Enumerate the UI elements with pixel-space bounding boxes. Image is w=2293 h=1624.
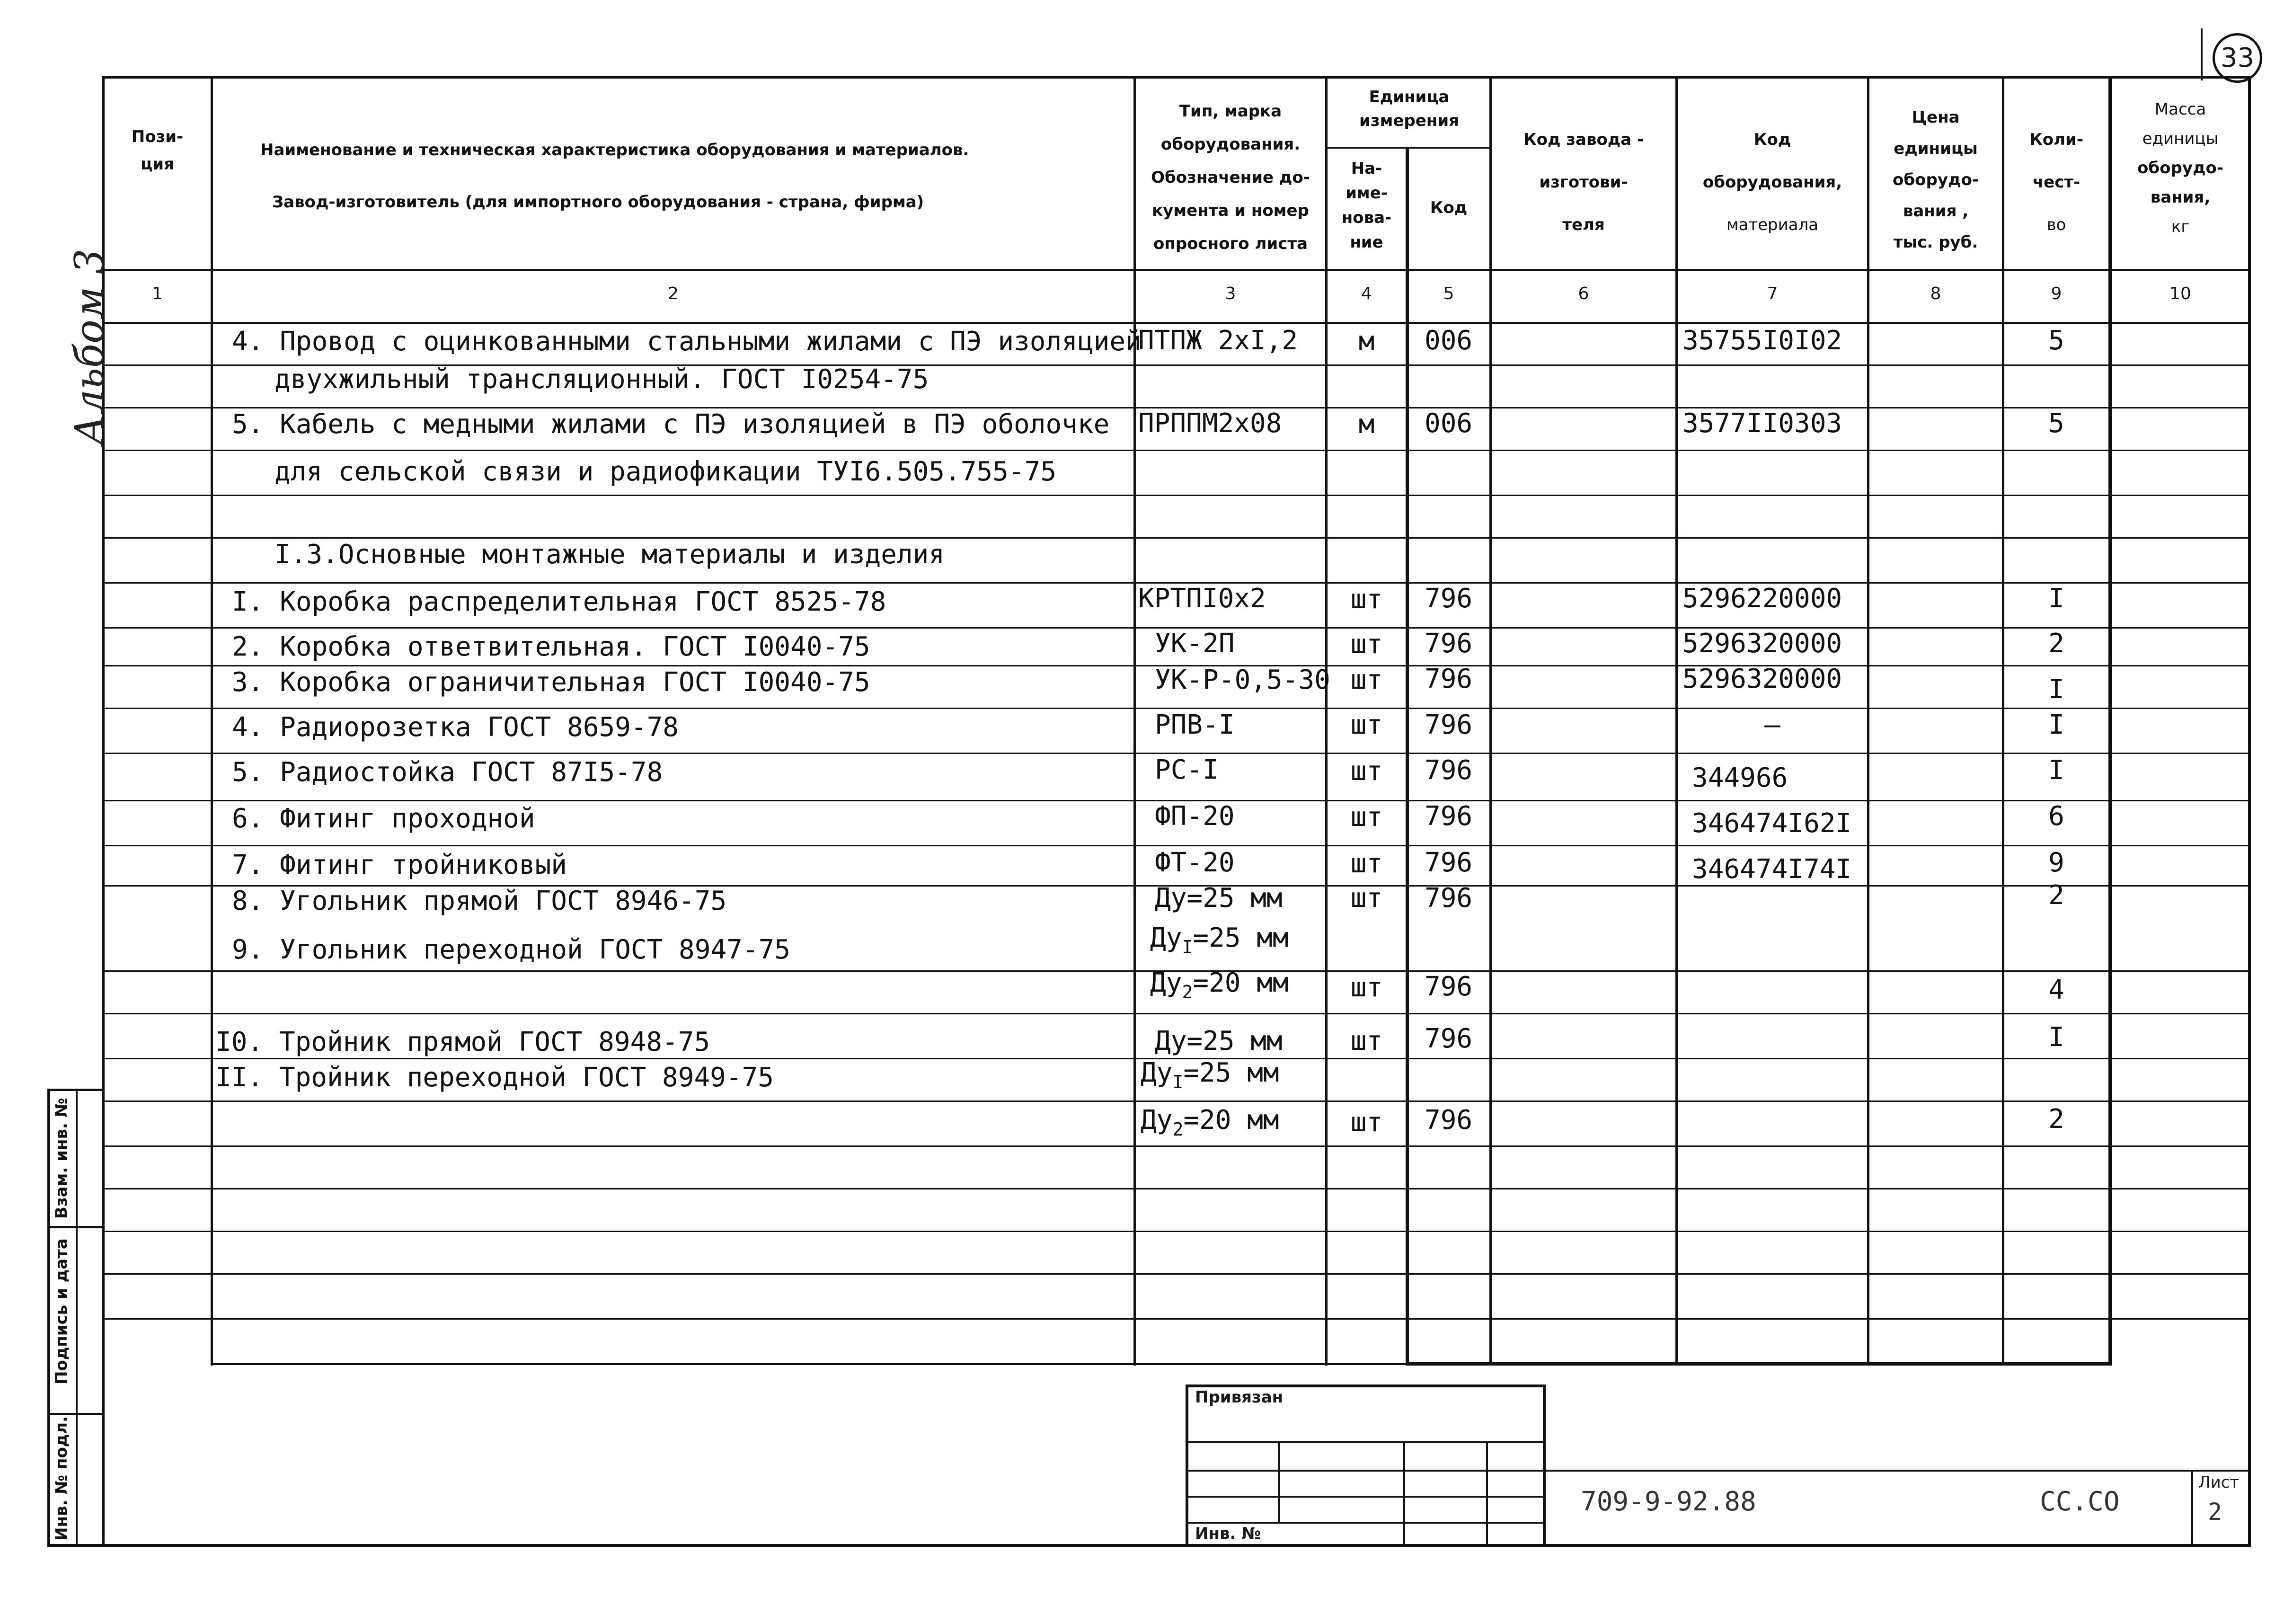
inv-no-label: Инв. № (1195, 1524, 1261, 1543)
header-factory-l2: изготови- (1539, 173, 1628, 192)
header-qty-l2: чест- (2032, 173, 2081, 192)
row-material-code: 344966 (1692, 763, 1788, 793)
row-name: 4. Радиорозетка ГОСТ 8659-78 (232, 712, 679, 743)
colnum-7: 7 (1767, 284, 1778, 303)
colnum-2: 2 (668, 284, 679, 303)
row-unit: шт (1350, 710, 1383, 740)
row-unit-code: 006 (1425, 408, 1473, 439)
header-equip-code-l2: оборудования, (1702, 173, 1842, 192)
row-qty: 5 (2048, 408, 2064, 439)
header-type-line2: оборудования. (1160, 135, 1301, 154)
header-unit-line1: Единица (1369, 88, 1450, 106)
header-price-l4: вания , (1903, 202, 1969, 221)
row-type: РПВ-I (1155, 710, 1235, 740)
row-qty: 2 (2048, 628, 2064, 659)
privyazan-label: Привязан (1195, 1388, 1284, 1407)
row-unit-code: 796 (1425, 628, 1473, 659)
row-qty: 6 (2048, 801, 2064, 832)
header-type-line1: Тип, марка (1179, 102, 1282, 121)
row-material-code: 35755I0I02 (1682, 325, 1842, 356)
row-name: 2. Коробка ответвительная. ГОСТ I0040-75 (232, 631, 870, 662)
header-equip-code-l3: материала (1726, 215, 1819, 234)
colnum-1: 1 (152, 284, 163, 303)
row-material-code: 3577II0303 (1682, 408, 1842, 439)
row-type: РС-I (1155, 754, 1219, 785)
header-equip-code-l1: Код (1753, 130, 1791, 149)
row-type: $Ду_I=25$ мм (1150, 923, 1289, 958)
row-name: 5. Кабель с медными жилами с ПЭ изоляцией в ПЭ оболочке (232, 409, 1110, 440)
row-unit: шт (1350, 972, 1383, 1003)
row-material-code: 346474I62I (1692, 808, 1852, 839)
row-type: УК-Р-0,5-30 (1155, 665, 1330, 695)
row-qty: 9 (2048, 847, 2064, 878)
side-stamp-inv-podl: Инв. № подл. (52, 1416, 71, 1541)
colnum-9: 9 (2051, 284, 2062, 303)
row-qty: I (2048, 755, 2064, 786)
colnum-10: 10 (2169, 284, 2191, 303)
row-unit: м (1358, 409, 1375, 440)
header-mass-l1: Масса (2154, 100, 2206, 119)
row-unit-code: 796 (1425, 1105, 1473, 1136)
row-unit: шт (1350, 584, 1383, 615)
colnum-6: 6 (1578, 284, 1589, 303)
header-name-line2: Завод-изготовитель (для импортного оборудования - страна, фирма) (272, 193, 924, 212)
document-code: 709-9-92.88 (1581, 1486, 1756, 1517)
header-position-line2: ция (141, 155, 174, 174)
header-type-line3: Обозначение до- (1151, 168, 1310, 187)
row-unit: шт (1350, 1026, 1383, 1056)
row-type: Ду=25 мм (1155, 1026, 1283, 1056)
row-unit-code: 796 (1425, 801, 1473, 832)
colnum-5: 5 (1443, 284, 1454, 303)
row-type: Ду=25 мм (1155, 883, 1283, 914)
header-qty-l3: во (2046, 215, 2066, 234)
row-material-code: 346474I74I (1692, 854, 1852, 885)
sheet-number-text: 33 (2220, 43, 2255, 73)
row-qty: 2 (2048, 880, 2064, 911)
header-price-l5: тыс. руб. (1893, 233, 1978, 252)
row-name: I0. Тройник прямой ГОСТ 8948-75 (215, 1027, 710, 1057)
row-type: ФП-20 (1155, 801, 1235, 832)
header-mass-l2: единицы (2142, 129, 2219, 148)
header-position-line1: Пози- (131, 127, 184, 146)
header-unit-name-l4: ние (1350, 233, 1383, 252)
row-qty: 5 (2048, 325, 2064, 356)
row-unit: шт (1350, 883, 1383, 914)
row-qty: I (2048, 674, 2064, 705)
row-material-code: – (1764, 710, 1780, 740)
row-qty: 4 (2048, 975, 2064, 1005)
header-unit-name-l3: нова- (1341, 208, 1392, 227)
row-type: ФТ-20 (1155, 847, 1235, 878)
header-unit-line2: измерения (1359, 111, 1459, 130)
header-type-line5: опросного листа (1153, 234, 1308, 253)
row-unit: шт (1350, 848, 1383, 879)
header-price-l1: Цена (1912, 108, 1960, 127)
row-name: 6. Фитинг проходной (232, 803, 535, 834)
row-qty: I (2048, 583, 2064, 614)
row-type: $Ду_2=20$ мм (1150, 967, 1289, 1003)
row-name: II. Тройник переходной ГОСТ 8949-75 (215, 1062, 774, 1093)
row-qty: I (2048, 1022, 2064, 1053)
header-price-l2: единицы (1894, 139, 1978, 158)
row-unit-code: 796 (1425, 847, 1473, 878)
header-mass-l3: оборудо- (2137, 159, 2223, 177)
row-material-code: 5296320000 (1682, 628, 1842, 659)
row-name: 9. Угольник переходной ГОСТ 8947-75 (232, 934, 791, 965)
row-unit: шт (1350, 665, 1383, 695)
row-unit-code: 796 (1425, 710, 1473, 740)
row-name: 7. Фитинг тройниковый (232, 850, 567, 880)
row-name: 4. Провод с оцинкованными стальными жилами с ПЭ изоляцией (232, 326, 1142, 357)
sheet-number-circle (2213, 33, 2262, 83)
row-unit-code: 006 (1425, 325, 1473, 356)
row-unit: шт (1350, 756, 1383, 787)
row-unit: м (1358, 326, 1375, 357)
row-qty: 2 (2048, 1104, 2064, 1135)
row-unit-code: 796 (1425, 664, 1473, 694)
header-unit-code: Код (1430, 198, 1468, 217)
row-qty: I (2048, 710, 2064, 740)
row-type: ПТПЖ 2хI,2 (1138, 325, 1298, 356)
row-type: $Ду_I=25$ мм (1141, 1057, 1279, 1092)
header-unit-name-l2: име- (1346, 184, 1388, 203)
album-label: Альбом 3 (66, 248, 113, 445)
row-unit: шт (1350, 629, 1383, 660)
row-material-code: 5296220000 (1682, 583, 1842, 614)
header-mass-l5: кг (2171, 217, 2190, 236)
row-type: ПРППМ2х08 (1138, 408, 1282, 439)
header-mass-l4: вания, (2150, 188, 2211, 207)
row-name: 5. Радиостойка ГОСТ 87I5-78 (232, 757, 663, 788)
row-unit: шт (1350, 802, 1383, 833)
row-name: двухжильный трансляционный. ГОСТ I0254-75 (274, 364, 929, 395)
row-type: УК-2П (1155, 628, 1235, 659)
header-unit-name-l1: На- (1351, 159, 1382, 178)
sheet-value: 2 (2208, 1498, 2222, 1526)
header-factory-l3: теля (1562, 215, 1605, 234)
header-qty-l1: Коли- (2029, 130, 2083, 149)
row-unit-code: 796 (1425, 883, 1473, 914)
row-unit-code: 796 (1425, 971, 1473, 1002)
side-stamp-vzam: Взам. инв. № (52, 1098, 71, 1219)
header-price-l3: оборудо- (1893, 170, 1979, 189)
row-material-code: 5296320000 (1682, 664, 1842, 694)
header-factory-l1: Код завода - (1523, 130, 1644, 149)
row-name: I. Коробка распределительная ГОСТ 8525-78 (232, 586, 886, 617)
colnum-8: 8 (1930, 284, 1941, 303)
row-name: 8. Угольник прямой ГОСТ 8946-75 (232, 886, 727, 916)
section-heading: I.3.Основные монтажные материалы и изделия (274, 539, 945, 570)
document-mark: СС.СО (2040, 1486, 2120, 1517)
row-unit: шт (1350, 1107, 1383, 1138)
row-type: $Ду_2=20$ мм (1141, 1105, 1279, 1140)
row-name: для сельской связи и радиофикации ТУI6.505.755-75 (274, 456, 1057, 487)
row-type: КРТПI0х2 (1138, 583, 1266, 614)
side-stamp-podpis: Подпись и дата (52, 1238, 71, 1384)
row-unit-code: 796 (1425, 755, 1473, 786)
colnum-4: 4 (1361, 284, 1372, 303)
row-name: 3. Коробка ограничительная ГОСТ I0040-75 (232, 667, 870, 698)
header-name-line1: Наименование и техническая характеристика оборудования и материалов. (260, 141, 969, 160)
colnum-3: 3 (1225, 284, 1236, 303)
row-unit-code: 796 (1425, 1023, 1473, 1054)
row-unit-code: 796 (1425, 583, 1473, 614)
sheet-label: Лист (2198, 1473, 2240, 1492)
header-type-line4: кумента и номер (1152, 201, 1309, 220)
